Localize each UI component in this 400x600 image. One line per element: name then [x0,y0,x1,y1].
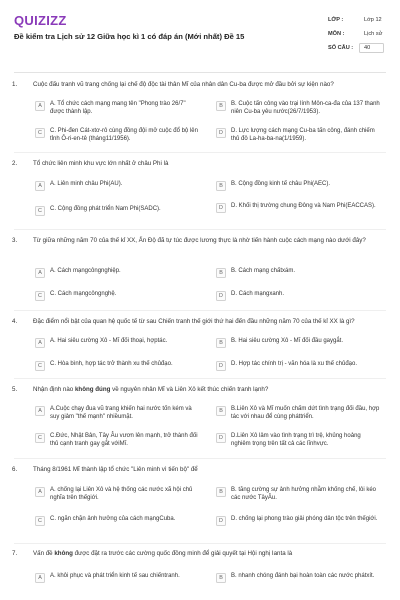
question-text [33,386,385,395]
question-divider [14,543,386,544]
option-letter: C [35,433,45,443]
question-number: 3. [12,237,18,244]
quizizz-logo: QUIZIZZ [14,13,67,28]
option-text: B. Cách mạng chấtxám. [231,268,296,274]
question-divider [14,458,386,459]
question-text-after: về nguyên nhân Mĩ và Liên Xô kết thúc chiến tranh lạnh? [110,386,269,393]
meta-row-class [328,14,388,28]
meta-row-count [328,42,388,56]
option-text: A. Cách mạngcôngnghiệp. [50,268,121,274]
meta-value: 40 [364,45,371,51]
option-letter: A [35,101,45,111]
option-text: A.Cuộc chạy đua vũ trang khiến hai nước tốn kém và suy giảm "thế mạnh" nhiềumặt. [50,406,192,420]
option-text: D.Liên Xô lâm vào tình trạng trì trệ, khủng hoảng nghiêm trọng trên tất cả các lĩnhvực. [231,433,361,447]
option-letter: D [216,516,226,526]
question-divider [14,152,386,153]
option-letter: D [216,361,226,371]
question-text-after: được đặt ra trước các cường quốc đồng minh để giải quyết tại Hội nghị Ianta là [72,550,293,557]
option-letter: C [35,361,45,371]
option-text: D. Cách mạngxanh. [231,291,285,297]
option-text: D. Hợp tác chính trị - văn hóa là xu thế chủđạo. [231,361,358,367]
meta-value-box [359,43,384,53]
option-letter: B [216,101,226,111]
option-letter: A [35,268,45,278]
option-text: C. Cộng đồng phát triển Nam Phi(SADC). [50,206,161,212]
question-number: 7. [12,550,18,557]
question-number: 4. [12,318,18,325]
meta-row-subject [328,28,388,42]
option-text: C. ngăn chặn ảnh hưởng của cách mạngCuba. [50,516,176,522]
question-number: 1. [12,81,18,88]
question-number: 6. [12,466,18,473]
option-text: C. Phi-đen Cát-xtơ-rô cùng đồng đội mở cuộc đổ bộ lên tỉnh Ô-ri-en-tê (tháng11/1956). [50,128,198,142]
option-letter: A [35,487,45,497]
option-letter: D [216,291,226,301]
header-divider [14,72,386,73]
option-text: D. Lực lượng cách mạng Cu-ba tấn công, đánh chiếm thủ đô La-ha-ba-na(1/1959). [231,128,375,142]
question-number: 5. [12,386,18,393]
meta-key: LỚP : [328,17,344,23]
question-text-before: Nhận định nào [33,386,75,393]
option-letter: B [216,573,226,583]
meta-value: Lớp 12 [364,17,382,23]
option-text: B.Liên Xô và Mĩ muốn chấm dứt tình trạng đối đầu, hợp tác với nhau để cùng pháttriển. [231,406,380,420]
question-text-before: Vấn đề [33,550,55,557]
question-text: Cuộc đấu tranh vũ trang chống lại chế độ độc tài thân Mĩ của nhân dân Cu-ba được mở đầu bởi sự kiện nào? [33,81,334,88]
option-letter: A [35,338,45,348]
question-text [33,550,385,559]
question-text: Tổ chức liên minh khu vực lớn nhất ở châu Phi là [33,160,169,167]
meta-value: Lịch sử [364,31,383,37]
option-text: B. Hai siêu cường Xô - Mĩ đối đầu gaygắt. [231,338,344,344]
option-text: C. Cách mạngcôngnghệ. [50,291,117,297]
question-text: Từ giữa những năm 70 của thế kỉ XX, Ấn Độ đã tự túc được lương thực là nhờ tiến hành cuộc cách mạng nào dưới đây? [33,237,366,244]
option-text: A. Tổ chức cách mạng mang tên "Phong trào 26/7" được thành lập. [50,101,186,115]
option-text: D. Khối thị trường chung Đông và Nam Phi(EACCAS). [231,203,376,209]
option-letter: A [35,573,45,583]
option-text: B. nhanh chóng đánh bại hoàn toàn các nước phátxít. [231,573,375,579]
question-text: Tháng 8/1961 Mĩ thành lập tổ chức "Liên minh vì tiến bộ" để [33,466,198,473]
option-text: B. tăng cường sự ảnh hưởng nhằm khống chế, lôi kéo các nước TâyÂu. [231,487,377,501]
option-text: B. Cộng đồng kinh tế châu Phi(AEC). [231,181,331,187]
question-number: 2. [12,160,18,167]
meta-key: SỐ CÂU : [328,45,354,51]
option-text: A. khôi phục và phát triển kinh tế sau chiếntranh. [50,573,180,579]
option-letter: B [216,268,226,278]
option-letter: B [216,487,226,497]
question-divider [14,229,386,230]
option-text: C.Đức, Nhật Bản, Tây Âu vươn lên mạnh, trở thành đối thủ cạnh tranh gay gắt vớiMĩ. [50,433,198,447]
option-letter: B [216,406,226,416]
option-letter: D [216,433,226,443]
question-text-emphasis: không [54,550,73,557]
option-text: A. chống lại Liên Xô và hệ thống các nước xã hội chủ nghĩa trên thếgiới. [50,487,193,501]
question-divider [14,378,386,379]
option-letter: C [35,516,45,526]
option-text: A. Hai siêu cường Xô - Mĩ đối thoại, hợptác. [50,338,168,344]
option-text: A. Liên minh châu Phi(AU). [50,181,123,187]
option-letter: A [35,181,45,191]
option-letter: C [35,128,45,138]
question-divider [14,310,386,311]
option-text: B. Cuộc tấn công vào trại lính Môn-ca-đa của 137 thanh niên Cu-ba yêu nước(26/7/1953). [231,101,380,115]
question-text-emphasis: không đúng [74,386,111,393]
option-letter: C [35,206,45,216]
option-text: C. Hòa bình, hợp tác trở thành xu thế chủđạo. [50,361,173,367]
option-letter: D [216,128,226,138]
meta-key: MÔN : [328,31,345,37]
document-title: Đề kiểm tra Lịch sử 12 Giữa học kì 1 có đáp án (Mới nhất) Đề 15 [14,32,245,41]
document-header [0,0,400,62]
option-letter: B [216,338,226,348]
option-letter: B [216,181,226,191]
option-letter: A [35,406,45,416]
option-text: D. chống lại phong trào giải phóng dân tộc trên thếgiới. [231,516,378,522]
meta-panel [328,14,388,56]
question-text: Đặc điểm nổi bật của quan hệ quốc tế từ sau Chiến tranh thế giới thứ hai đến đầu những năm 70 của thế kỉ XX là gì? [33,318,355,325]
option-letter: D [216,203,226,213]
option-letter: C [35,291,45,301]
